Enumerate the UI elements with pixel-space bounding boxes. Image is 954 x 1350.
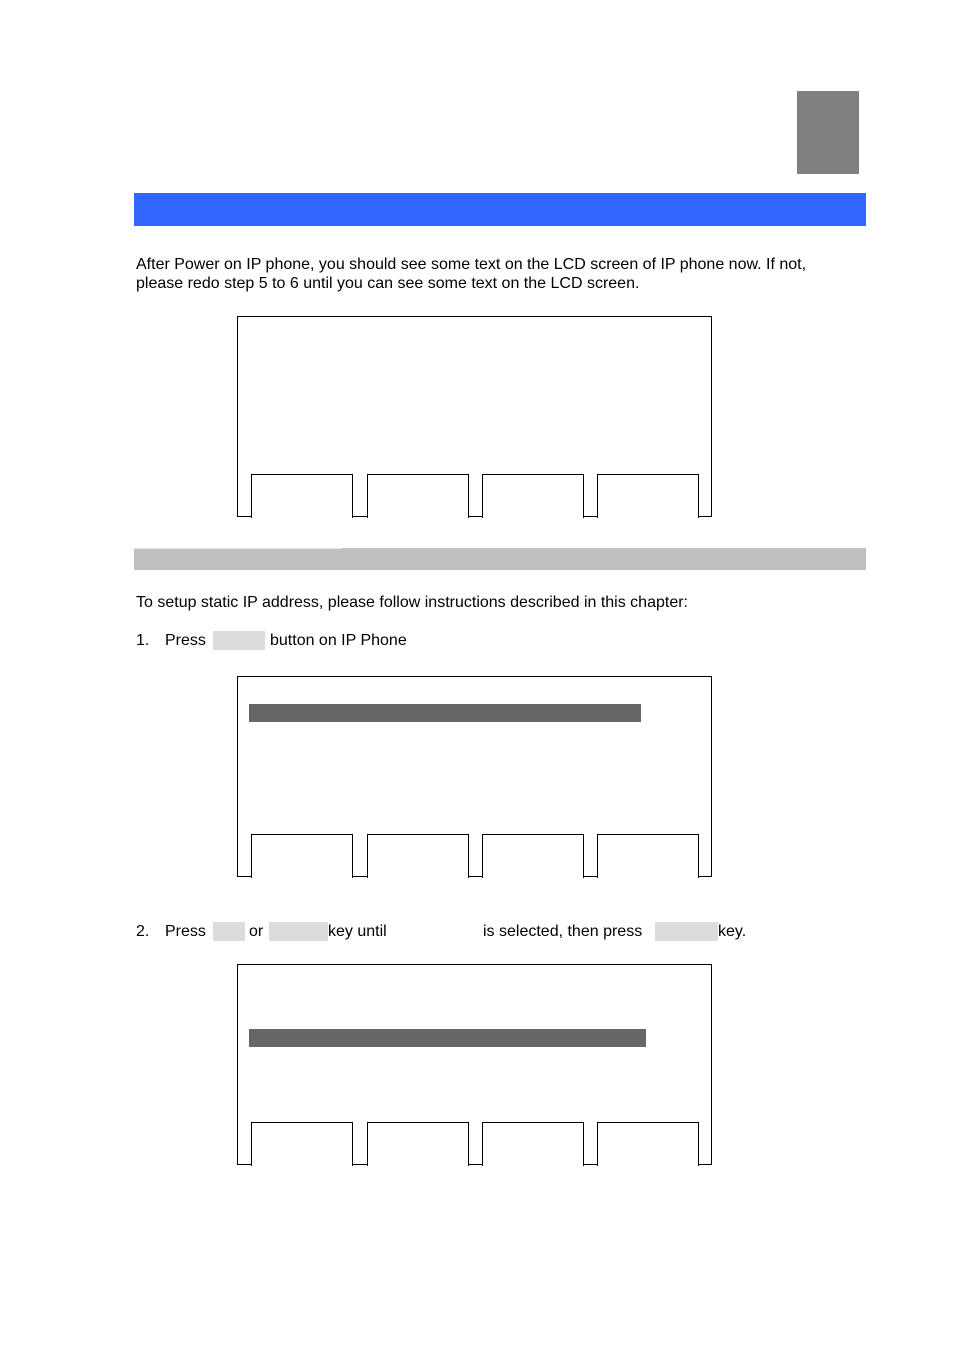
lcd-screen-power-on [237, 316, 712, 517]
intro-line-2: please redo step 5 to 6 until you can see some text on the LCD screen. [136, 275, 640, 292]
section-heading-bar [134, 193, 866, 226]
softkey-3[interactable] [482, 1122, 584, 1166]
step-2-key-placeholder-2 [269, 922, 328, 941]
step-2-text-selected: is selected, then press [483, 923, 643, 940]
menu-selection-highlight [249, 704, 641, 722]
menu-selection-highlight [249, 1029, 646, 1047]
step-2-text-key-until: key until [328, 923, 387, 940]
subsection-intro: To setup static IP address, please follow instructions described in this chapter: [136, 594, 688, 611]
step-1 [136, 631, 536, 650]
softkey-2[interactable] [367, 1122, 469, 1166]
step-1-text-press: Press [165, 632, 206, 649]
step-2-key-placeholder-1 [213, 922, 245, 941]
softkey-4[interactable] [597, 1122, 699, 1166]
softkey-1[interactable] [251, 834, 353, 878]
softkey-2[interactable] [367, 474, 469, 518]
step-1-key-placeholder [213, 631, 265, 650]
step-1-number: 1. [136, 632, 150, 649]
step-2-text-key: key. [718, 923, 747, 940]
softkey-1[interactable] [251, 474, 353, 518]
softkey-4[interactable] [597, 474, 699, 518]
lcd-screen-submenu [237, 964, 712, 1165]
subsection-heading-bar [134, 548, 866, 570]
step-2-text-press: Press [165, 923, 206, 940]
softkey-3[interactable] [482, 474, 584, 518]
lcd-screen-menu [237, 676, 712, 877]
softkey-1[interactable] [251, 1122, 353, 1166]
chapter-tab [797, 91, 859, 174]
step-2-text-or: or [249, 923, 264, 940]
softkey-3[interactable] [482, 834, 584, 878]
step-2-number: 2. [136, 923, 150, 940]
step-2 [136, 922, 776, 941]
step-1-text-button: button on IP Phone [270, 632, 407, 649]
step-2-key-placeholder-3 [655, 922, 718, 941]
softkey-4[interactable] [597, 834, 699, 878]
intro-line-1: After Power on IP phone, you should see some text on the LCD screen of IP phone now. If not, [136, 256, 807, 273]
softkey-2[interactable] [367, 834, 469, 878]
